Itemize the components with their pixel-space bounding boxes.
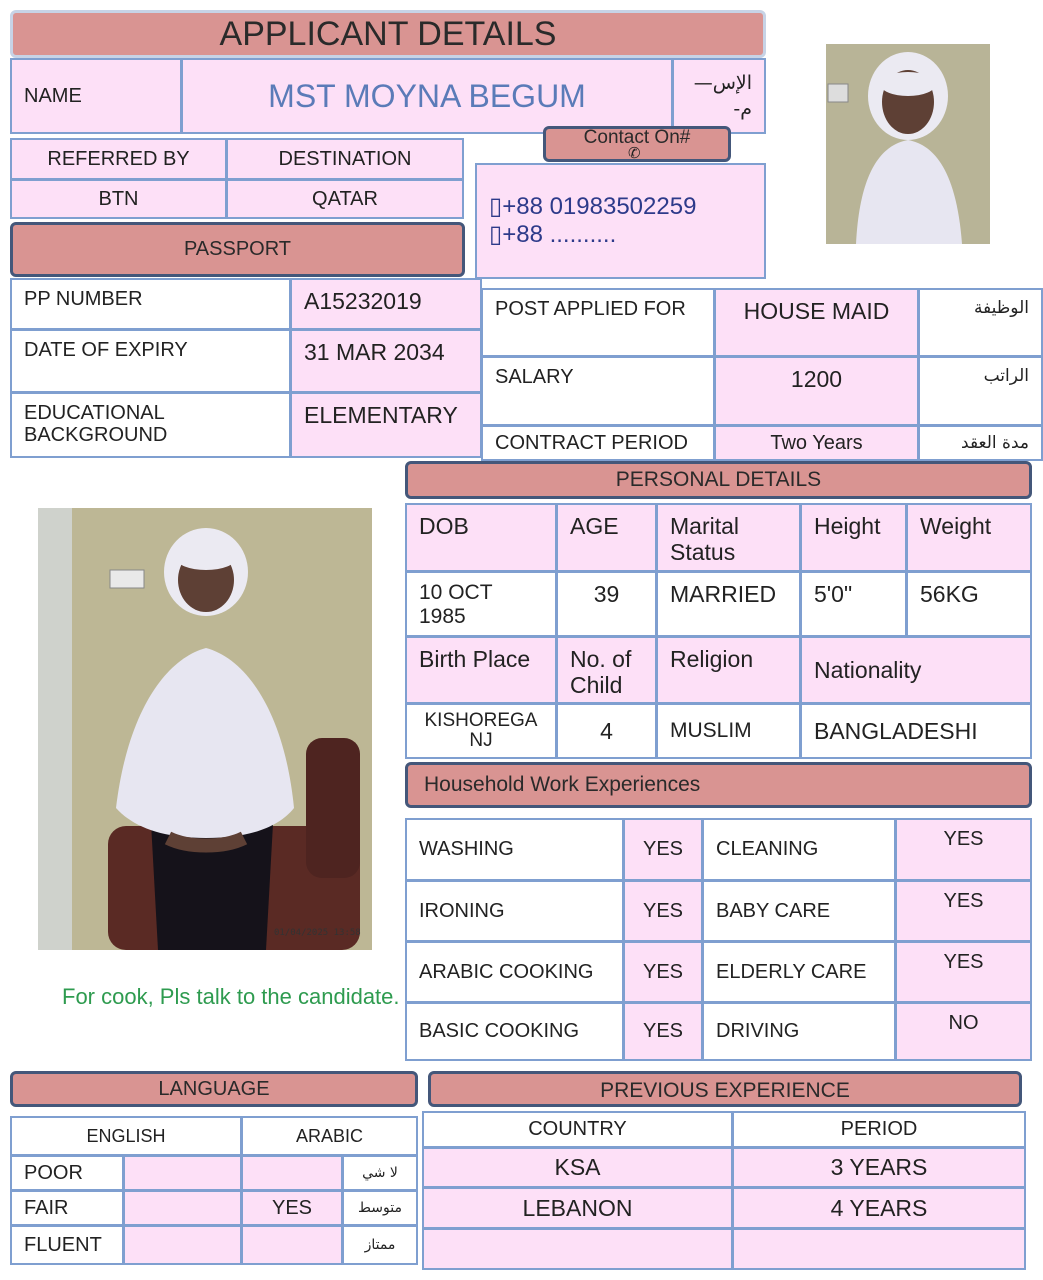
lang-fluent-arabic-label: ممتاز bbox=[342, 1225, 418, 1265]
contract-value: Two Years bbox=[714, 425, 919, 461]
birthplace-value: KISHOREGA NJ bbox=[405, 703, 557, 759]
expiry-label: DATE OF EXPIRY bbox=[10, 329, 291, 393]
task-basic-cooking: BASIC COOKING bbox=[405, 1002, 624, 1061]
birthplace-label: Birth Place bbox=[405, 636, 557, 704]
task-washing-value: YES bbox=[623, 818, 703, 881]
task-driving: DRIVING bbox=[702, 1002, 896, 1061]
height-label: Height bbox=[800, 503, 907, 572]
prev-period-1: 3 YEARS bbox=[732, 1147, 1026, 1188]
task-cleaning: CLEANING bbox=[702, 818, 896, 881]
lang-fair-arabic-label: متوسط bbox=[342, 1190, 418, 1226]
nationality-value: BANGLADESHI bbox=[800, 703, 1032, 759]
task-elderly-care-value: YES bbox=[895, 941, 1032, 1003]
lang-poor-label: POOR bbox=[10, 1155, 124, 1191]
lang-fair-label: FAIR bbox=[10, 1190, 124, 1226]
prev-country-1: KSA bbox=[422, 1147, 733, 1188]
applicant-photo-small bbox=[826, 44, 990, 244]
lang-col-arabic: ARABIC bbox=[241, 1116, 418, 1156]
lang-col-english: ENGLISH bbox=[10, 1116, 242, 1156]
height-value: 5'0" bbox=[800, 571, 907, 637]
prev-period-2: 4 YEARS bbox=[732, 1187, 1026, 1229]
task-washing: WASHING bbox=[405, 818, 624, 881]
lang-poor-arabic-label: لا شي bbox=[342, 1155, 418, 1191]
task-ironing-value: YES bbox=[623, 880, 703, 942]
post-value: HOUSE MAID bbox=[714, 288, 919, 357]
referred-value: BTN bbox=[10, 179, 227, 219]
task-babycare: BABY CARE bbox=[702, 880, 896, 942]
name-value: MST MOYNA BEGUM bbox=[181, 58, 673, 134]
lang-fair-arabic: YES bbox=[241, 1190, 343, 1226]
prev-country-2: LEBANON bbox=[422, 1187, 733, 1229]
contract-arabic: مدة العقد bbox=[918, 425, 1043, 461]
nationality-label: Nationality bbox=[800, 636, 1032, 704]
weight-label: Weight bbox=[906, 503, 1032, 572]
post-label: POST APPLIED FOR bbox=[481, 288, 715, 357]
personal-header: PERSONAL DETAILS bbox=[405, 461, 1032, 499]
phone-1[interactable]: ▯+88 01983502259 bbox=[489, 193, 697, 220]
task-driving-value: NO bbox=[895, 1002, 1032, 1061]
pp-number-label: PP NUMBER bbox=[10, 278, 291, 330]
lang-fluent-label: FLUENT bbox=[10, 1225, 124, 1265]
phone-icon: ✆ bbox=[628, 145, 641, 162]
marital-label: Marital Status bbox=[656, 503, 801, 572]
post-arabic: الوظيفة bbox=[918, 288, 1043, 357]
education-value: ELEMENTARY bbox=[290, 392, 482, 458]
page-title: APPLICANT DETAILS bbox=[10, 10, 766, 58]
age-value: 39 bbox=[556, 571, 657, 637]
prev-country-3 bbox=[422, 1228, 733, 1270]
prev-period-3 bbox=[732, 1228, 1026, 1270]
education-label: EDUCATIONAL BACKGROUND bbox=[10, 392, 291, 458]
applicant-photo-large bbox=[38, 508, 372, 950]
phone-2[interactable]: ▯+88 .......... bbox=[489, 221, 617, 248]
task-arabic-cooking-value: YES bbox=[623, 941, 703, 1003]
lang-poor-english bbox=[123, 1155, 242, 1191]
cook-note: For cook, Pls talk to the candidate. bbox=[62, 984, 400, 1009]
expiry-value: 31 MAR 2034 bbox=[290, 329, 482, 393]
task-ironing: IRONING bbox=[405, 880, 624, 942]
religion-value: MUSLIM bbox=[656, 703, 801, 759]
task-elderly-care: ELDERLY CARE bbox=[702, 941, 896, 1003]
pp-number-value: A15232019 bbox=[290, 278, 482, 330]
lang-fair-english bbox=[123, 1190, 242, 1226]
name-label: NAME bbox=[10, 58, 182, 134]
lang-fluent-english bbox=[123, 1225, 242, 1265]
task-cleaning-value: YES bbox=[895, 818, 1032, 881]
children-value: 4 bbox=[556, 703, 657, 759]
contact-box bbox=[475, 163, 766, 279]
referred-label: REFERRED BY bbox=[10, 138, 227, 180]
destination-label: DESTINATION bbox=[226, 138, 464, 180]
weight-value: 56KG bbox=[906, 571, 1032, 637]
contract-label: CONTRACT PERIOD bbox=[481, 425, 715, 461]
lang-fluent-arabic bbox=[241, 1225, 343, 1265]
dob-value: 10 OCT 1985 bbox=[405, 571, 557, 637]
contact-header: Contact On# bbox=[543, 126, 731, 162]
name-arabic-label: الإس— م- bbox=[672, 58, 766, 134]
religion-label: Religion bbox=[656, 636, 801, 704]
passport-header: PASSPORT bbox=[10, 222, 465, 277]
children-label: No. of Child bbox=[556, 636, 657, 704]
destination-value: QATAR bbox=[226, 179, 464, 219]
marital-value: MARRIED bbox=[656, 571, 801, 637]
dob-label: DOB bbox=[405, 503, 557, 572]
task-basic-cooking-value: YES bbox=[623, 1002, 703, 1061]
prev-col-period: PERIOD bbox=[732, 1111, 1026, 1148]
prev-col-country: COUNTRY bbox=[422, 1111, 733, 1148]
age-label: AGE bbox=[556, 503, 657, 572]
household-header: Household Work Experiences bbox=[405, 762, 1032, 808]
task-babycare-value: YES bbox=[895, 880, 1032, 942]
salary-arabic: الراتب bbox=[918, 356, 1043, 426]
salary-value: 1200 bbox=[714, 356, 919, 426]
task-arabic-cooking: ARABIC COOKING bbox=[405, 941, 624, 1003]
salary-label: SALARY bbox=[481, 356, 715, 426]
photo-timestamp: 01/04/2025 13:58 bbox=[274, 928, 361, 938]
previous-header: PREVIOUS EXPERIENCE bbox=[428, 1071, 1022, 1107]
lang-poor-arabic bbox=[241, 1155, 343, 1191]
language-header: LANGUAGE bbox=[10, 1071, 418, 1107]
